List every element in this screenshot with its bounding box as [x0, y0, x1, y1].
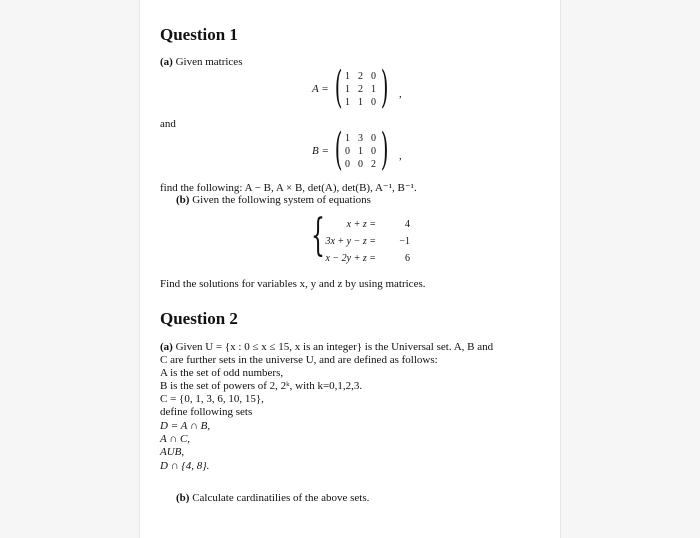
q2-line-9: AUB, — [160, 446, 185, 458]
q2-line-8: A ∩ C, — [160, 433, 191, 445]
q2-line-1-text: Given U = {x : 0 ≤ x ≤ 15, x is an integer} is the Universal set. A, B and — [175, 341, 494, 353]
matrix-a-punct: , — [399, 88, 402, 100]
matrix-a-cell: 1 — [345, 97, 350, 108]
q2-part-a-label: (a) — [160, 341, 173, 353]
matrix-a-cell: 1 — [371, 84, 376, 95]
matrix-b-cell: 1 — [358, 146, 363, 157]
matrix-a-label: A = — [312, 83, 329, 95]
q2-line-3: A is the set of odd numbers, — [160, 367, 284, 379]
find-following-text: find the following: A − B, A × B, det(A), det(B), A⁻¹, B⁻¹. — [160, 182, 417, 194]
matrix-b — [341, 133, 380, 172]
matrix-b-cell: 0 — [358, 159, 363, 170]
q2-line-7: D = A ∩ B, — [160, 420, 211, 432]
question-1-title: Question 1 — [160, 25, 238, 44]
matrix-a-cell: 0 — [371, 97, 376, 108]
matrix-a-right-paren: ) — [380, 62, 389, 113]
q1-part-a — [160, 56, 242, 68]
matrix-b-punct: , — [399, 150, 402, 162]
and-text: and — [160, 118, 176, 130]
q2-line-5: C = {0, 1, 3, 6, 10, 15}, — [160, 393, 264, 405]
matrix-b-left-paren: ( — [334, 124, 343, 175]
matrix-b-cell: 0 — [371, 133, 376, 144]
matrix-b-right-paren: ) — [380, 124, 389, 175]
equation-1-rhs: 4 — [405, 219, 410, 230]
matrix-a-cell: 1 — [345, 84, 350, 95]
matrix-a-cell: 2 — [358, 84, 363, 95]
q2-line-10: D ∩ {4, 8}. — [160, 460, 210, 472]
matrix-a-cell: 0 — [371, 71, 376, 82]
equation-3-rhs: 6 — [405, 253, 410, 264]
q2-part-b-text: Calculate cardinatilies of the above sets. — [192, 492, 370, 504]
matrix-b-cell: 0 — [345, 146, 350, 157]
matrix-a — [341, 71, 380, 110]
q2-part-b — [176, 492, 369, 504]
q2-part-b-label: (b) — [176, 492, 190, 504]
matrix-b-cell: 0 — [345, 159, 350, 170]
question-2-title: Question 2 — [160, 309, 238, 328]
paper-page — [140, 0, 560, 538]
matrix-a-cell: 1 — [345, 71, 350, 82]
q1-part-a-label: (a) — [160, 56, 173, 68]
matrix-b-cell: 0 — [371, 146, 376, 157]
matrix-b-cell: 3 — [358, 133, 363, 144]
q2-line-6: define following sets — [160, 406, 253, 418]
matrix-a-cell: 1 — [358, 97, 363, 108]
equation-brace: { — [311, 210, 325, 261]
q1-part-b-text: Given the following system of equations — [192, 194, 371, 206]
q1-part-a-text: Given matrices — [175, 56, 243, 68]
q2-line-2: C are further sets in the universe U, and are defined as follows: — [160, 354, 438, 366]
q1-part-b-label: (b) — [176, 194, 190, 206]
matrix-b-label: B = — [312, 145, 329, 157]
matrix-a-cell: 2 — [358, 71, 363, 82]
equation-1-lhs: x + z = — [346, 219, 376, 230]
matrix-b-cell: 2 — [371, 159, 376, 170]
q2-line-4: B is the set of powers of 2, 2ᵏ, with k=0,1,2,3. — [160, 380, 363, 392]
q1-part-b — [176, 194, 371, 206]
equation-2-lhs: 3x + y − z = — [325, 236, 376, 247]
matrix-a-left-paren: ( — [334, 62, 343, 113]
equation-3-lhs: x − 2y + z = — [325, 253, 376, 264]
q2-line-1 — [160, 341, 493, 353]
solutions-text: Find the solutions for variables x, y and z by using matrices. — [160, 278, 426, 290]
equation-2-rhs: −1 — [399, 236, 410, 247]
matrix-b-cell: 1 — [345, 133, 350, 144]
